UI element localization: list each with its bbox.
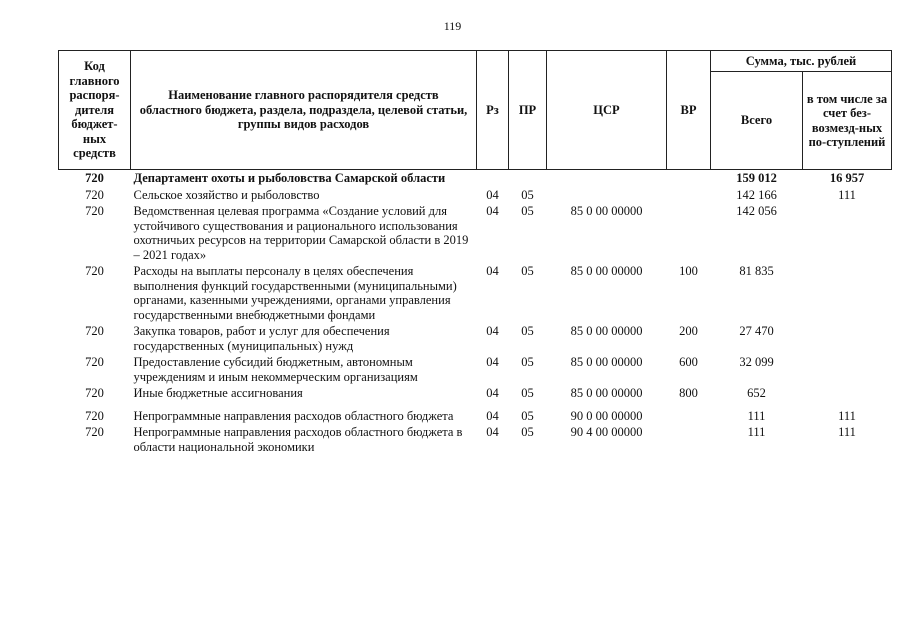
row-vr: 800 [679,386,698,400]
row-total: 142 056 [736,204,777,218]
row-incl: 111 [838,425,856,439]
row-code: 720 [85,171,104,185]
row-pr: 05 [521,355,534,369]
header-csr: ЦСР [547,51,667,170]
table-row [59,354,892,385]
row-name: Департамент охоты и рыболовства Самарской области [133,171,446,185]
row-code: 720 [85,408,104,423]
row-vr [667,187,711,204]
page-number: 119 [443,19,462,33]
row-rz: 04 [486,187,499,202]
row-csr: 90 0 00 00000 [570,408,643,423]
row-total: 32 099 [739,355,774,369]
table-row [59,402,892,425]
row-code: 720 [85,386,104,400]
row-total: 652 [747,386,766,400]
row-rz: 04 [486,355,499,369]
header-incl: в том числе за счет без-возмезд-ных по-ступлений [803,72,892,170]
row-csr: 90 4 00 00000 [570,425,643,439]
row-name: Предоставление субсидий бюджетным, автономным учреждениям и иным некоммерческим организациям [133,355,418,384]
row-incl: 16 957 [829,171,865,185]
row-incl: 111 [838,187,856,202]
table-row [59,170,892,187]
table-row [59,424,892,455]
row-vr: 100 [679,264,698,278]
row-total: 111 [747,425,766,439]
row-vr: 600 [679,355,698,369]
table-row [59,187,892,204]
row-total: 111 [747,408,766,423]
budget-table [58,50,892,455]
row-csr: 85 0 00 00000 [570,264,643,278]
row-incl [803,263,892,323]
row-incl [803,323,892,354]
row-pr: 05 [521,386,534,400]
row-csr: 85 0 00 00000 [570,204,643,218]
header-row-1 [59,51,892,72]
row-csr: 85 0 00 00000 [570,386,643,400]
row-rz: 04 [486,324,499,338]
row-incl [803,385,892,402]
row-total: 27 470 [739,324,774,338]
row-rz: 04 [486,264,499,278]
row-csr [547,170,667,187]
row-vr [667,424,711,455]
row-name: Непрограммные направления расходов областного бюджета в области национальной экономики [133,425,463,454]
row-csr [547,187,667,204]
row-total: 159 012 [736,171,777,185]
row-incl: 111 [838,408,856,423]
row-vr: 200 [679,324,698,338]
row-code: 720 [85,425,104,439]
row-pr: 05 [521,408,534,423]
row-pr: 05 [521,204,534,218]
row-vr [667,402,711,425]
row-pr [509,170,547,187]
header-rz: Рз [477,51,509,170]
row-name: Сельское хозяйство и рыболовство [133,187,320,202]
row-pr: 05 [521,425,534,439]
row-rz: 04 [486,204,499,218]
table-row [59,323,892,354]
header-code: Код главного распоря-дителя бюджет-ных средств [59,51,131,170]
row-incl [803,203,892,263]
row-code: 720 [85,264,104,278]
row-incl [803,354,892,385]
row-pr: 05 [521,187,534,202]
row-name: Закупка товаров, работ и услуг для обеспечения государственных (муниципальных) нужд [133,324,390,353]
row-name: Ведомственная целевая программа «Создание условий для устойчивого существования и рационального использования охотничьих ресурсов на территории Самарской области в 2019 – 2021 годах» [133,204,469,262]
row-code: 720 [85,204,104,218]
row-vr [667,170,711,187]
row-pr: 05 [521,324,534,338]
row-code: 720 [85,355,104,369]
row-rz: 04 [486,386,499,400]
table-row [59,263,892,323]
row-csr: 85 0 00 00000 [570,355,643,369]
row-code: 720 [85,187,104,202]
row-csr: 85 0 00 00000 [570,324,643,338]
row-rz [477,170,509,187]
table-row [59,203,892,263]
row-total: 81 835 [739,264,774,278]
row-total: 142 166 [736,187,777,202]
row-pr: 05 [521,264,534,278]
header-vr: ВР [667,51,711,170]
header-pr: ПР [509,51,547,170]
row-name: Расходы на выплаты персоналу в целях обеспечения выполнения функций государственными (муниципальными) органами, казенными учреждениями, органами управления государственными внебюджетными фондами [133,264,457,322]
row-code: 720 [85,324,104,338]
header-name: Наименование главного распорядителя средств областного бюджета, раздела, подраздела, целевой статьи, группы видов расходов [131,51,477,170]
header-total: Всего [711,72,803,170]
row-rz: 04 [486,425,499,439]
row-rz: 04 [486,408,499,423]
header-sum: Сумма, тыс. рублей [711,51,892,72]
row-name: Иные бюджетные ассигнования [133,386,303,400]
row-vr [667,203,711,263]
row-name: Непрограммные направления расходов областного бюджета [133,408,454,423]
table-row [59,385,892,402]
